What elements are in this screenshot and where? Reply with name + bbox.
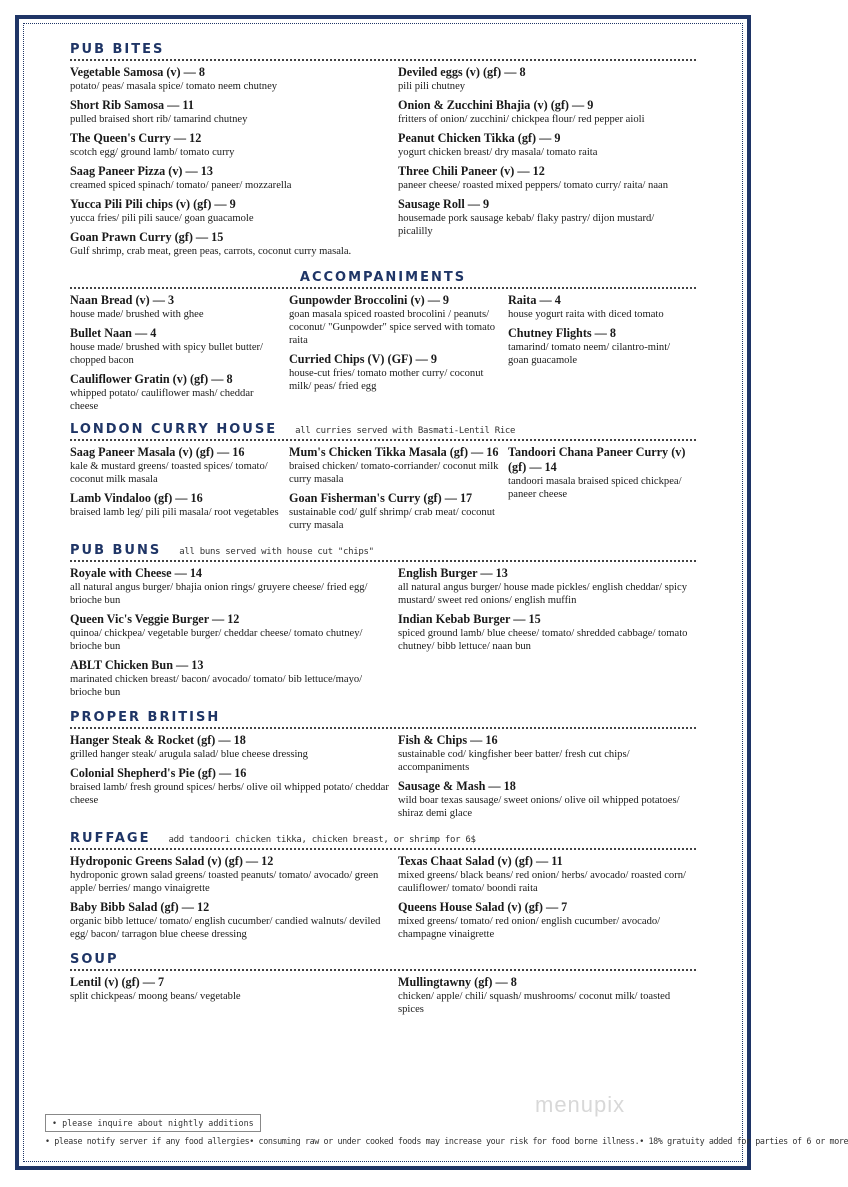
section-pub-buns	[70, 543, 696, 704]
accompaniments-col2	[289, 293, 508, 418]
menu-item-description: braised lamb/ fresh ground spices/ herbs/ olive oil whipped potato/ cheddar cheese	[70, 782, 389, 806]
menu-item-description: scotch egg/ ground lamb/ tomato curry	[70, 147, 235, 158]
menu-item	[398, 65, 696, 93]
watermark-logo: menupix	[535, 1092, 626, 1117]
menu-item	[398, 779, 696, 820]
section-accompaniments	[70, 270, 696, 418]
menu-item	[70, 131, 398, 159]
menu-item-description: kale & mustard greens/ toasted spices/ tomato/ coconut milk masala	[70, 461, 268, 485]
section-pub-bites	[70, 42, 696, 263]
menu-item-description: all natural angus burger/ bhajia onion rings/ gruyere cheese/ fried egg/ brioche bun	[70, 582, 368, 606]
section-title: RUFFAGE	[70, 831, 151, 846]
menu-footer	[45, 1114, 848, 1146]
section-note: all buns served with house cut "chips"	[179, 547, 374, 557]
menu-item-description: organic bibb lettuce/ tomato/ english cucumber/ candied walnuts/ deviled egg/ bacon/ tarragon blue cheese dressing	[70, 916, 381, 940]
ruffage-left	[70, 854, 398, 946]
menu-item-name: Gunpowder Broccolini (v) — 9	[289, 293, 450, 307]
menu-item-description: tamarind/ tomato neem/ cilantro-mint/ goan guacamole	[508, 342, 671, 366]
menu-item	[70, 975, 398, 1003]
menu-item-name: Queen Vic's Veggie Burger — 12	[70, 612, 240, 626]
footer-notes	[45, 1136, 848, 1146]
menu-item-description: house yogurt raita with diced tomato	[508, 309, 664, 320]
menu-item-name: Texas Chaat Salad (v) (gf) — 11	[398, 854, 563, 868]
pub-bites-right	[398, 65, 696, 263]
menu-item	[289, 352, 508, 393]
menu-item-description: mixed greens/ black beans/ red onion/ herbs/ avocado/ roasted corn/ cauliflower/ tomato/ boondi raita	[398, 870, 686, 894]
accompaniments-col3	[508, 293, 696, 418]
menu-item-description: whipped potato/ cauliflower mash/ cheddar cheese	[70, 388, 254, 412]
menu-item-description: yogurt chicken breast/ dry masala/ tomato raita	[398, 147, 598, 158]
menu-item-name: Saag Paneer Masala (v) (gf) — 16	[70, 445, 245, 459]
curry-col1	[70, 445, 289, 537]
menu-item-description: house-cut fries/ tomato mother curry/ coconut milk/ peas/ fried egg	[289, 368, 484, 392]
menu-item	[70, 197, 398, 225]
menu-item	[70, 65, 398, 93]
section-note: all curries served with Basmati-Lentil Rice	[295, 426, 516, 436]
menu-item	[70, 658, 398, 699]
menu-item	[398, 197, 696, 238]
menu-item-name: Queens House Salad (v) (gf) — 7	[398, 900, 568, 914]
menu-item-description: hydroponic grown salad greens/ toasted peanuts/ tomato/ avocado/ green apple/ berries/ mango vinaigrette	[70, 870, 379, 894]
menu-item-description: Gulf shrimp, crab meat, green peas, carrots, coconut curry masala.	[70, 246, 352, 257]
section-title: PUB BITES	[70, 42, 165, 57]
raw-food-note: • consuming raw or under cooked foods may increase your risk for food borne illness.	[249, 1136, 640, 1146]
menu-item	[70, 98, 398, 126]
menu-item-name: Mullingtawny (gf) — 8	[398, 975, 517, 989]
menu-item-name: Peanut Chicken Tikka (gf) — 9	[398, 131, 561, 145]
menu-item-name: Short Rib Samosa — 11	[70, 98, 194, 112]
menu-item	[508, 293, 696, 321]
menu-item	[70, 372, 289, 413]
curry-columns	[70, 445, 696, 537]
menu-item-description: wild boar texas sausage/ sweet onions/ olive oil whipped potatoes/ shiraz demi glace	[398, 795, 680, 819]
accompaniments-columns	[70, 293, 696, 418]
menu-item-description: sustainable cod/ gulf shrimp/ crab meat/ coconut curry masala	[289, 507, 495, 531]
menu-item-description: quinoa/ chickpea/ vegetable burger/ cheddar cheese/ tomato chutney/ brioche bun	[70, 628, 363, 652]
menu-item-name: Indian Kebab Burger — 15	[398, 612, 541, 626]
menu-item	[70, 164, 398, 192]
menu-item	[398, 854, 696, 895]
menu-item-name: Royale with Cheese — 14	[70, 566, 203, 580]
menu-item-name: Hanger Steak & Rocket (gf) — 18	[70, 733, 246, 747]
accompaniments-col1	[70, 293, 289, 418]
menu-item-description: pulled braised short rib/ tamarind chutney	[70, 114, 248, 125]
menu-item-description: all natural angus burger/ house made pickles/ english cheddar/ spicy mustard/ sweet red onions/ english muffin	[398, 582, 687, 606]
nightly-additions-note: • please inquire about nightly additions	[45, 1114, 261, 1132]
menu-item	[508, 326, 696, 367]
section-header	[70, 42, 696, 61]
menu-item	[398, 98, 696, 126]
menu-item-name: Yucca Pili Pili chips (v) (gf) — 9	[70, 197, 236, 211]
menu-item	[70, 293, 289, 321]
menu-item-description: fritters of onion/ zucchini/ chickpea flour/ red pepper aioli	[398, 114, 645, 125]
menu-item-name: ABLT Chicken Bun — 13	[70, 658, 204, 672]
section-header	[70, 543, 696, 562]
soup-columns	[70, 975, 696, 1021]
pub-buns-left	[70, 566, 398, 704]
section-title: LONDON CURRY HOUSE	[70, 422, 278, 437]
menu-item-description: house made/ brushed with spicy bullet butter/ chopped bacon	[70, 342, 264, 366]
menu-item-description: sustainable cod/ kingfisher beer batter/ fresh cut chips/ accompaniments	[398, 749, 630, 773]
menu-item	[289, 445, 508, 486]
menu-item-name: Curried Chips (V) (GF) — 9	[289, 352, 437, 366]
british-left	[70, 733, 398, 825]
menu-item-description: grilled hanger steak/ arugula salad/ blue cheese dressing	[70, 749, 308, 760]
pub-bites-left	[70, 65, 398, 263]
pub-buns-columns	[70, 566, 696, 704]
menu-item-name: Sausage Roll — 9	[398, 197, 490, 211]
section-header	[70, 270, 696, 289]
allergy-note: • please notify server if any food allergies	[45, 1136, 250, 1146]
menu-item	[398, 612, 696, 653]
menu-item-name: Tandoori Chana Paneer Curry (v) (gf) — 14	[508, 445, 686, 474]
menu-item-name: Onion & Zucchini Bhajia (v) (gf) — 9	[398, 98, 594, 112]
section-title: SOUP	[70, 952, 119, 967]
menu-item-name: Baby Bibb Salad (gf) — 12	[70, 900, 210, 914]
pub-bites-columns	[70, 65, 696, 263]
menu-item	[289, 491, 508, 532]
menu-item-description: pili pili chutney	[398, 81, 466, 92]
menu-item-name: Sausage & Mash — 18	[398, 779, 516, 793]
menu-item	[398, 566, 696, 607]
section-title: ACCOMPANIMENTS	[299, 270, 467, 285]
menu-item-name: English Burger — 13	[398, 566, 508, 580]
gratuity-note: • 18% gratuity added for parties of 6 or more	[639, 1136, 848, 1146]
menu-item-name: Goan Fisherman's Curry (gf) — 17	[289, 491, 473, 505]
menu-item	[70, 445, 289, 486]
menu-item-name: Goan Prawn Curry (gf) — 15	[70, 230, 224, 244]
menu-item-name: Deviled eggs (v) (gf) — 8	[398, 65, 526, 79]
section-header	[70, 831, 696, 850]
menu-item-description: split chickpeas/ moong beans/ vegetable	[70, 991, 241, 1002]
menu-item-description: mixed greens/ tomato/ red onion/ english cucumber/ avocado/ champagne vinaigrette	[398, 916, 661, 940]
section-proper-british	[70, 710, 696, 825]
menu-item-description: goan masala spiced roasted brocolini / peanuts/ coconut/ "Gunpowder" spice served with tomato raita	[289, 309, 496, 346]
section-title: PUB BUNS	[70, 543, 162, 558]
section-header	[70, 710, 696, 729]
ruffage-columns	[70, 854, 696, 946]
menu-item	[289, 293, 508, 347]
menu-item-name: Raita — 4	[508, 293, 561, 307]
menu-item	[70, 491, 289, 519]
soup-right	[398, 975, 696, 1021]
section-header	[70, 422, 696, 441]
menu-item-name: Cauliflower Gratin (v) (gf) — 8	[70, 372, 233, 386]
menu-item-description: house made/ brushed with ghee	[70, 309, 204, 320]
menu-item-name: Hydroponic Greens Salad (v) (gf) — 12	[70, 854, 274, 868]
menu-item	[398, 733, 696, 774]
menu-item	[70, 733, 398, 761]
pub-buns-right	[398, 566, 696, 704]
menu-item-description: housemade pork sausage kebab/ flaky pastry/ dijon mustard/ picalilly	[398, 213, 655, 237]
menu-item-name: Saag Paneer Pizza (v) — 13	[70, 164, 213, 178]
menu-item-name: Lentil (v) (gf) — 7	[70, 975, 165, 989]
menu-item-name: Fish & Chips — 16	[398, 733, 498, 747]
menu-item-description: paneer cheese/ roasted mixed peppers/ tomato curry/ raita/ naan	[398, 180, 669, 191]
british-right	[398, 733, 696, 825]
menu-item	[70, 566, 398, 607]
menu-item	[70, 230, 398, 258]
menu-content	[70, 36, 696, 1021]
menu-item	[398, 164, 696, 192]
menu-item-description: potato/ peas/ masala spice/ tomato neem chutney	[70, 81, 278, 92]
ruffage-right	[398, 854, 696, 946]
menu-item-description: spiced ground lamb/ blue cheese/ tomato/ shredded cabbage/ tomato chutney/ bibb lettuce/ naan bun	[398, 628, 688, 652]
section-note: add tandoori chicken tikka, chicken breast, or shrimp for 6$	[168, 835, 476, 845]
menu-item	[70, 766, 398, 807]
british-columns	[70, 733, 696, 825]
menu-item	[398, 900, 696, 941]
menu-item-description: yucca fries/ pili pili sauce/ goan guacamole	[70, 213, 254, 224]
menu-item	[70, 854, 398, 895]
menu-item-description: braised chicken/ tomato-corriander/ coconut milk curry masala	[289, 461, 499, 485]
section-header	[70, 952, 696, 971]
menu-item-name: Naan Bread (v) — 3	[70, 293, 175, 307]
menu-item	[70, 326, 289, 367]
menu-item-name: Three Chili Paneer (v) — 12	[398, 164, 545, 178]
menu-item	[398, 975, 696, 1016]
section-soup	[70, 952, 696, 1021]
menu-item	[70, 900, 398, 941]
curry-col2	[289, 445, 508, 537]
menu-item-name: Vegetable Samosa (v) — 8	[70, 65, 205, 79]
section-title: PROPER BRITISH	[70, 710, 221, 725]
curry-col3	[508, 445, 696, 537]
menu-item-name: Bullet Naan — 4	[70, 326, 157, 340]
menu-item	[398, 131, 696, 159]
section-london-curry-house	[70, 422, 696, 537]
menu-item	[508, 445, 696, 501]
menu-item-description: creamed spiced spinach/ tomato/ paneer/ mozzarella	[70, 180, 292, 191]
menu-item-name: Lamb Vindaloo (gf) — 16	[70, 491, 203, 505]
menu-item-name: Chutney Flights — 8	[508, 326, 617, 340]
menu-item	[70, 612, 398, 653]
menu-item-name: Colonial Shepherd's Pie (gf) — 16	[70, 766, 247, 780]
menu-item-description: chicken/ apple/ chili/ squash/ mushrooms/ coconut milk/ toasted spices	[398, 991, 671, 1015]
soup-left	[70, 975, 398, 1021]
menu-item-name: The Queen's Curry — 12	[70, 131, 202, 145]
menu-item-description: tandoori masala braised spiced chickpea/ paneer cheese	[508, 476, 682, 500]
menu-item-description: braised lamb leg/ pili pili masala/ root vegetables	[70, 507, 279, 518]
menu-item-name: Mum's Chicken Tikka Masala (gf) — 16	[289, 445, 499, 459]
menu-item-description: marinated chicken breast/ bacon/ avocado/ tomato/ bib lettuce/mayo/ brioche bun	[70, 674, 363, 698]
section-ruffage	[70, 831, 696, 946]
